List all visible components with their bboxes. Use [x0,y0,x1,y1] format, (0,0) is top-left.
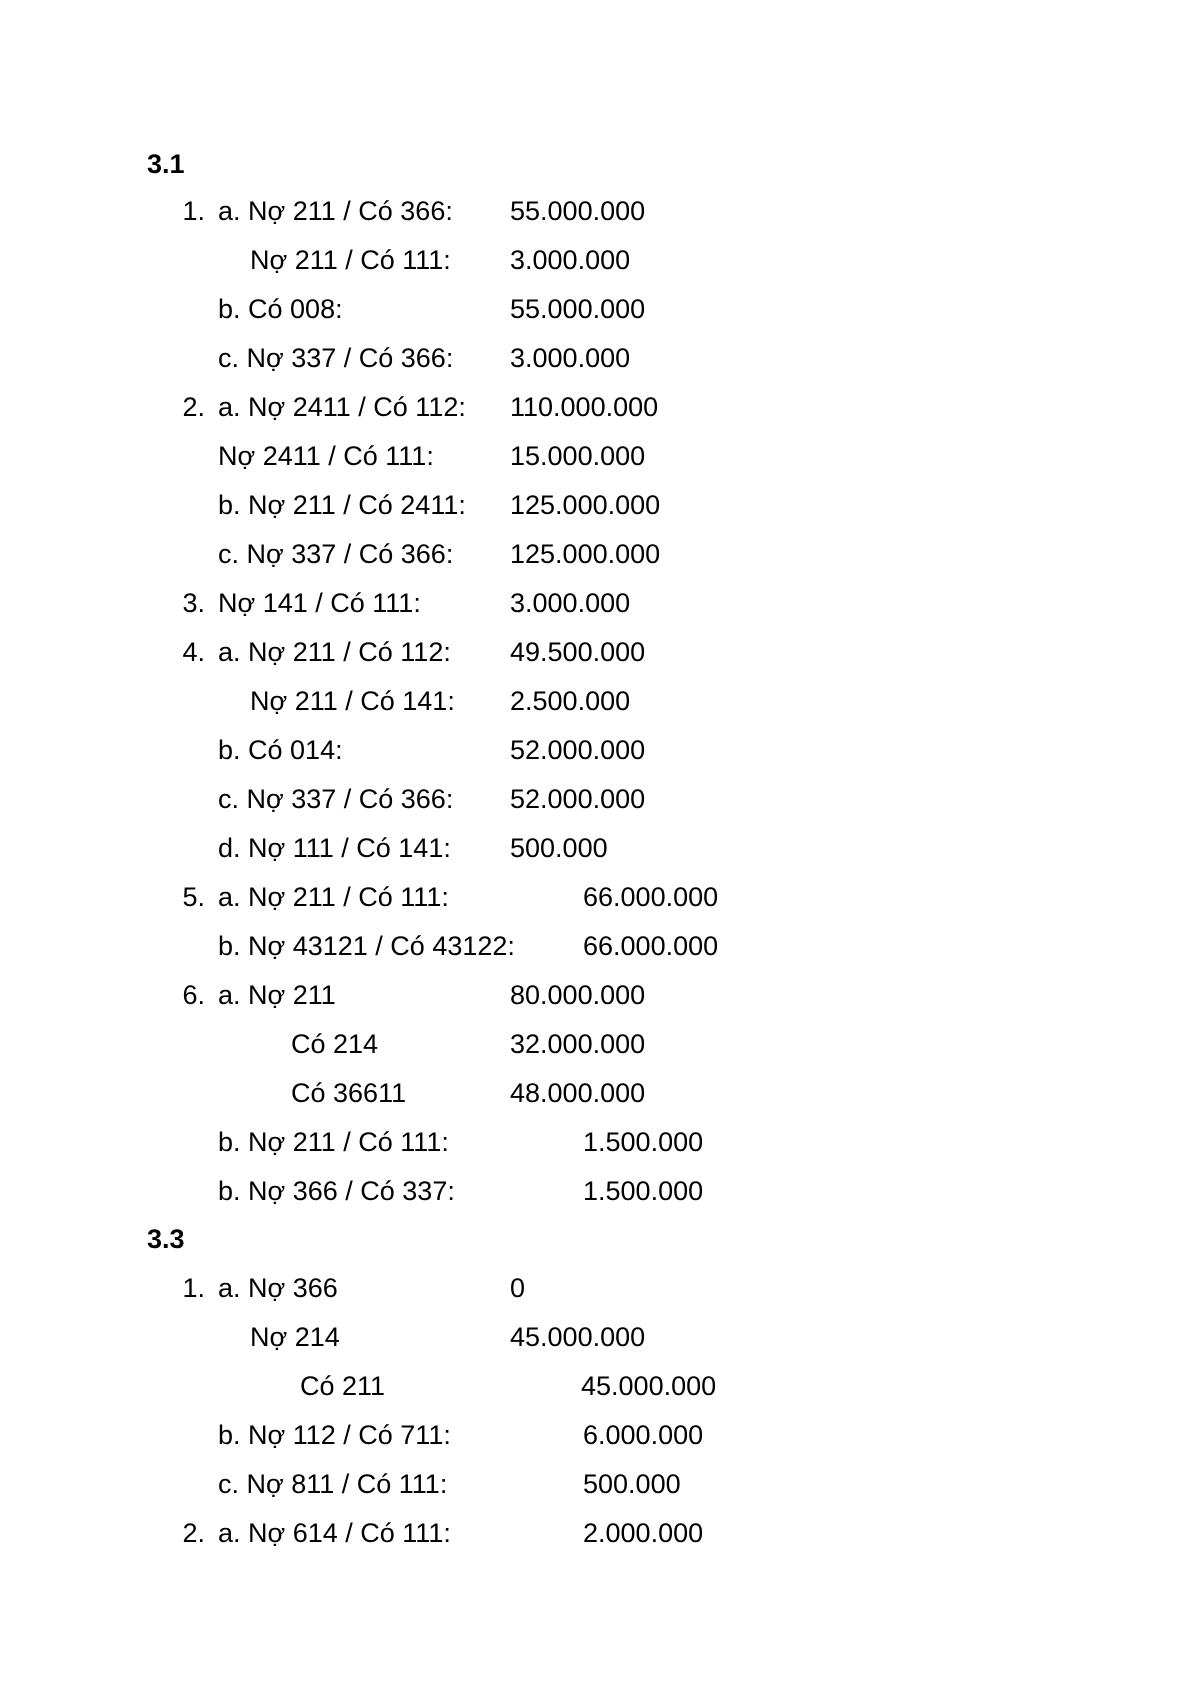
entry-amount: 80.000.000 [510,980,646,1010]
entry-label: Có 211 [300,1371,386,1401]
entry-amount: 52.000.000 [510,784,646,814]
entry-amount: 32.000.000 [510,1029,646,1059]
journal-entry [0,538,1200,572]
entry-label: Nợ 211 / Có 111: [250,245,451,275]
journal-entry [0,1419,1200,1453]
entry-label: Có 214 [291,1029,379,1059]
entry-label: c. Nợ 337 / Có 366: [218,343,454,373]
entry-amount: 110.000.000 [510,392,659,422]
journal-entry [0,1370,1200,1404]
journal-entry [0,783,1200,817]
journal-entry [0,1272,1200,1306]
journal-entry [0,391,1200,425]
journal-entry [0,881,1200,915]
journal-entry [0,244,1200,278]
entry-label: a. Nợ 366 [218,1273,338,1303]
entry-label: b. Có 008: [218,294,343,324]
entry-label: a. Nợ 2411 / Có 112: [218,392,466,422]
entry-number: 3. [182,588,205,618]
entry-amount: 3.000.000 [510,245,631,275]
entry-amount: 48.000.000 [510,1078,646,1108]
entry-amount: 66.000.000 [583,882,719,912]
entry-amount: 49.500.000 [510,637,646,667]
entry-label: a. Nợ 211 / Có 112: [218,637,451,667]
journal-entry [0,636,1200,670]
entry-number: 1. [182,196,205,226]
entry-label: c. Nợ 811 / Có 111: [218,1469,448,1499]
entry-label: c. Nợ 337 / Có 366: [218,539,454,569]
entry-amount: 66.000.000 [583,931,719,961]
entry-amount: 500.000 [583,1469,681,1499]
journal-entry [0,1175,1200,1209]
entry-label: Có 36611 [291,1078,407,1108]
entry-label: b. Nợ 211 / Có 2411: [218,490,466,520]
journal-entry [0,293,1200,327]
entry-number: 4. [182,637,205,667]
section-heading: 3.1 [147,149,185,179]
journal-entry [0,587,1200,621]
entry-amount: 45.000.000 [581,1371,717,1401]
journal-entry [0,195,1200,229]
entry-amount: 1.500.000 [583,1127,704,1157]
entry-amount: 55.000.000 [510,196,646,226]
entry-label: b. Có 014: [218,735,343,765]
entry-label: a. Nợ 211 [218,980,336,1010]
entry-amount: 500.000 [510,833,608,863]
entry-amount: 52.000.000 [510,735,646,765]
entry-amount: 0 [510,1273,526,1303]
entry-label: b. Nợ 43121 / Có 43122: [218,931,515,961]
journal-entry [0,1468,1200,1502]
entry-amount: 55.000.000 [510,294,646,324]
entry-amount: 2.500.000 [510,686,631,716]
entry-number: 1. [182,1273,205,1303]
journal-entry [0,440,1200,474]
entry-label: d. Nợ 111 / Có 141: [218,833,451,863]
journal-entry [0,489,1200,523]
entry-label: b. Nợ 112 / Có 711: [218,1420,451,1450]
section-heading: 3.3 [147,1224,185,1254]
entry-amount: 1.500.000 [583,1176,704,1206]
entry-amount: 15.000.000 [510,441,646,471]
entry-number: 6. [182,980,205,1010]
entry-amount: 3.000.000 [510,343,631,373]
entry-amount: 6.000.000 [583,1420,704,1450]
entry-number: 2. [182,1518,205,1548]
journal-entry [0,979,1200,1013]
journal-entry [0,1517,1200,1551]
journal-entry [0,685,1200,719]
entry-label: Nợ 214 [250,1322,340,1352]
journal-entry [0,1126,1200,1160]
journal-entry [0,342,1200,376]
journal-entry [0,1077,1200,1111]
entry-label: Nợ 211 / Có 141: [250,686,455,716]
entry-label: c. Nợ 337 / Có 366: [218,784,454,814]
entry-label: a. Nợ 211 / Có 366: [218,196,453,226]
entry-label: Nợ 141 / Có 111: [218,588,421,618]
entry-amount: 45.000.000 [510,1322,646,1352]
journal-entry [0,1028,1200,1062]
entry-label: Nợ 2411 / Có 111: [218,441,434,471]
entry-number: 5. [182,882,205,912]
journal-entry [0,832,1200,866]
entry-amount: 125.000.000 [510,490,661,520]
entry-label: b. Nợ 366 / Có 337: [218,1176,455,1206]
entry-label: a. Nợ 614 / Có 111: [218,1518,451,1548]
journal-entry [0,930,1200,964]
entry-label: a. Nợ 211 / Có 111: [218,882,449,912]
entry-number: 2. [182,392,205,422]
entry-amount: 3.000.000 [510,588,631,618]
journal-entry [0,1321,1200,1355]
entry-amount: 2.000.000 [583,1518,704,1548]
entry-amount: 125.000.000 [510,539,661,569]
journal-entry [0,734,1200,768]
entry-label: b. Nợ 211 / Có 111: [218,1127,449,1157]
